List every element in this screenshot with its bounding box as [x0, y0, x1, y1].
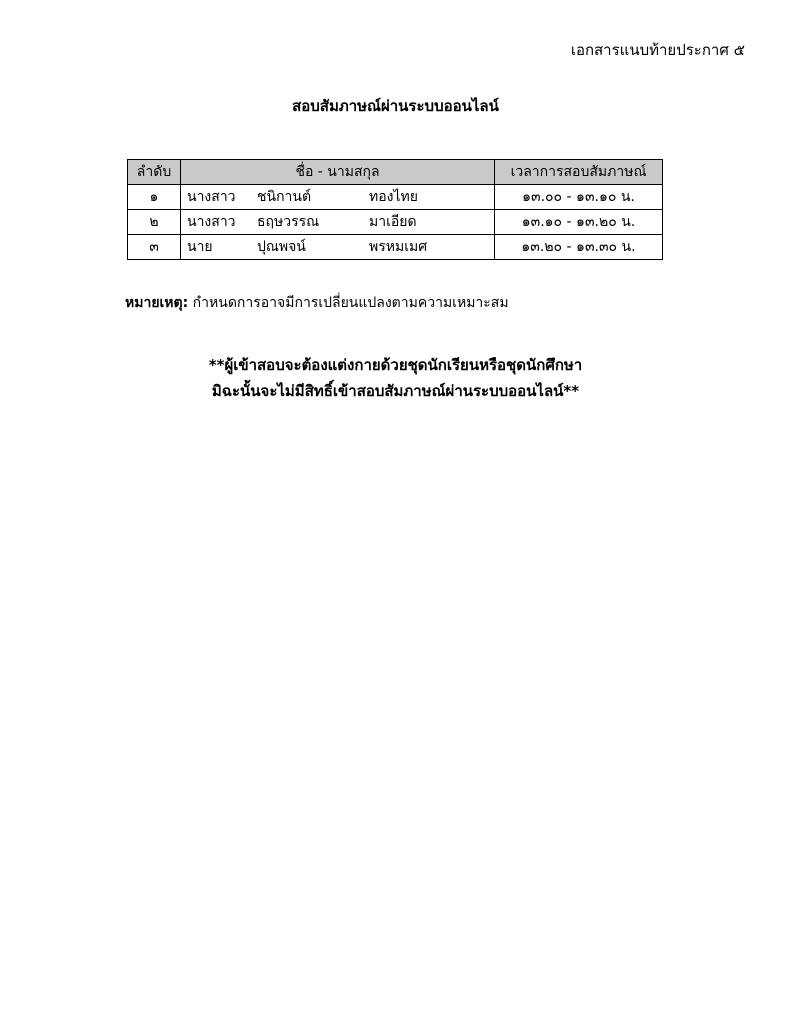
candidate-name [181, 235, 495, 260]
candidate-name [181, 185, 495, 210]
table-row [128, 210, 663, 235]
name-prefix: นาย [187, 239, 213, 255]
table-body [128, 185, 663, 260]
table-row [128, 235, 663, 260]
interview-time: ๑๓.๒๐ - ๑๓.๓๐ น. [495, 235, 663, 260]
candidate-name [181, 210, 495, 235]
dress-code-warning [0, 352, 791, 404]
remark-text: กำหนดการอาจมีการเปลี่ยนแปลงตามความเหมาะสม [188, 295, 509, 311]
row-number: ๒ [128, 210, 181, 235]
name-prefix: นางสาว [187, 214, 236, 230]
first-name: ธฤษวรรณ [257, 214, 320, 230]
header-order: ลำดับ [128, 160, 181, 185]
warning-line-1: **ผู้เข้าสอบจะต้องแต่งกายด้วยชุดนักเรียนหรือชุดนักศึกษา [208, 356, 583, 374]
first-name: ชนิกานต์ [257, 189, 312, 205]
document-reference: เอกสารแนบท้ายประกาศ ๕ [570, 41, 745, 59]
last-name: พรหมเมศ [369, 239, 428, 255]
row-number: ๑ [128, 185, 181, 210]
remark-label: หมายเหตุ: [125, 295, 189, 311]
page-title: สอบสัมภาษณ์ผ่านระบบออนไลน์ [292, 97, 499, 115]
table-header-row [128, 160, 663, 185]
warning-line-2: มิฉะนั้นจะไม่มีสิทธิ์เข้าสอบสัมภาษณ์ผ่านระบบออนไลน์** [211, 382, 580, 400]
name-prefix: นางสาว [187, 189, 236, 205]
table-header [128, 160, 663, 185]
last-name: ทองไทย [369, 189, 418, 205]
interview-time: ๑๓.๑๐ - ๑๓.๒๐ น. [495, 210, 663, 235]
interview-time: ๑๓.๐๐ - ๑๓.๑๐ น. [495, 185, 663, 210]
header-name: ชื่อ - นามสกุล [181, 160, 495, 185]
row-number: ๓ [128, 235, 181, 260]
first-name: ปุณพจน์ [257, 239, 306, 255]
table-row [128, 185, 663, 210]
interview-schedule-table [127, 159, 663, 260]
last-name: มาเอียด [369, 214, 417, 230]
header-interview-time: เวลาการสอบสัมภาษณ์ [495, 160, 663, 185]
remark [125, 292, 509, 314]
